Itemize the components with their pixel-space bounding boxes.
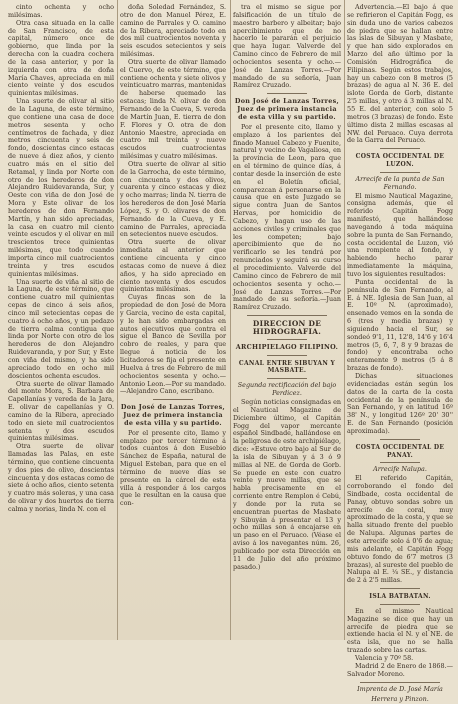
paragraph: Otra suerte de olivar llamadas las Palas, en este término, que contiene cincuenta y dos pies de olivo, doscientas cincuenta y dos estacas como de siete á ocho años, ciento setenta y cuatro más soleras, y una casa de olivar y dos huertos de tierra calma y norias, linda N. con el — [8, 442, 115, 513]
separator-line — [247, 315, 327, 316]
section-subheading: COSTA OCCIDENTAL DE LUZON. — [355, 153, 445, 169]
column-rule — [230, 0, 231, 640]
paragraph: Según noticias consignadas en el Nautical Magazine de Diciembre último, el Capitán Fogg del vapor mercante español Sindbade, hallándose en la peligrosa de este archipiélago, dice: «Estuve otro bajo al Sur de la isla de Sibuyan y á 3 ó 9 millas al NE. de Gorda de Gorb. Se puede en este con cuatro veinte y nueve millas, que se habla precisamente en el corriente entre Remplon é Cebú, y donde por la ruta se encuentran puertas de Masbate y Sibuyán á presentar el 13 y ocho millas son á encajarse en un paso en el Peruaco. (Véase el aviso á los navegantes núm. 26, publicado por esta Dirección en 11 de Julio del año próximo pasado.) — [233, 397, 341, 571]
column-rule — [344, 0, 345, 640]
column-2 — [120, 4, 226, 636]
separator-line — [267, 339, 307, 340]
column-4 — [347, 3, 453, 704]
section-subheading: CANAL ENTRE SIBUYAN Y MASBATE. — [238, 359, 336, 375]
section-subheading: ISLA BATBATAN. — [369, 593, 431, 601]
printer-imprint: Herrera y Pinzon. — [371, 695, 429, 704]
paragraph: Otra suerte de olivar llamado del monte Mora, S. Barbara de Capellanías y vereda de la Jara, E. olivar de capellanías y O. camino de la Ribera, apreciado todo en siete mil cuatrocientos setenta y dos escudos quinientas milésimas. — [8, 379, 114, 443]
paragraph: Por el presente cito, llamo y emplazo por tercer término á todos cuantos á don Eusebio Sánchez de España, natural de Miguel Esteban, para que en el término de nueve días se presente en la cárcel de esta villa á responder á los cargos que le resultan en la causa que con- — [120, 428, 226, 508]
printer-imprint: Imprenta de D. José María — [357, 684, 443, 693]
notice-heading: Don José de Lanzas Torres, Juez de primera instancia de esta villa y su partido. — [120, 403, 226, 427]
column-rule — [117, 0, 118, 640]
separator-line — [380, 172, 420, 173]
paragraph: El referido Capitán, corroborando el fondo del Sindbade, costa occidental de Panay, obtuvo sondas sobre un arrecife de coral, muy aproximado de la costa, y que se halla situado frente del pueblo de Nalupa. Algunas partes de este arrecife solo á 0'6 de agua; mis adelante, el Capitán Fogg obtuvo fondo de 6'7 metros (3 brazas), al sureste del pueblo de Nalupa al E. ¼ SE., y distancia de 2 á 2'5 millas. — [347, 474, 453, 585]
separator-line — [360, 682, 440, 683]
paragraph: Punta occidental de la península de San Fernando, al E. á NE. Iglesia de San Juan, al E. 10º N. (aproximado), ensenado vemos en la sonda de 6 (tres y media brazas) y siguiendo hacia el Sur, se sondeó 9'1, 11, 12'8, 14'6 y 16'4 metros (5, 6, 7, 8 y 9 brazas de fondo) y encontraba ocho enteramente 9 metros (5 á 8 brazas de fondo). — [347, 277, 453, 373]
column-3 — [233, 4, 341, 636]
paragraph: Una suerte de olivar al sitio de la Laguna, de este término, que contiene una casa de doce metros sesenta y ocho centímetros de fachada, y diez metros cincuenta y seis de fondo, doscientas cinco estacas de nueve á diez años, y ciento cuatro más en el sitio del Retamal, y linda por Norte con otro de los herederos de don Alejandro Ruidevaranda, Sur, y Oeste con viña de don José de Mora y Este olivar de los herederos de don Fernando Martín, y han sido apreciadas, la casa en cuatro mil ciento veinte escudos y el olivar en mil trescientos trece quinientas milésimas, que todo cuando importa cinco mil cuatrocientos treinta y tres escudos quinientas milésimas. — [8, 97, 114, 278]
paragraph: Valencia y 70º 58. — [355, 653, 414, 662]
separator-line — [380, 588, 420, 589]
separator-line — [267, 355, 307, 356]
separator-line — [380, 148, 420, 149]
paragraph: Otra suerte de olivar inmediata al anterior que contiene cincuenta y cinco estacas como de nueve á diez años, y ha sido apreciado en ciento noventa y dos escudos quinientas milésimas. — [120, 238, 226, 294]
paragraph: tra el mismo se sigue por falsificación de un título de maestro barbero y albeitar; bajo apercibimiento que de no hacerlo le pararán el perjuicio que haya lugar. Valverde del Camino cinco de Febrero de mil ochocientos sesenta y ocho.—José de Lanzas Torres.—Por mandado de su señoría, Juan Ramírez Cruzado. — [233, 3, 341, 90]
section-subheading: COSTA OCCIDENTAL DE PANAY. — [355, 443, 445, 459]
separator-line — [153, 399, 193, 400]
paragraph: Otra suerte de olivar llamado el Cuervo, de este término, que contiene ochenta y siete olivos y veinticuatro marras, mantenidas de haberse quemado las estacas; linda N. olivar de don Fernando de la Cueva, S. vereda de Martín Juan, E. tierra de don F. Flores y O. otra de don Antonio Maestre, apreciada en cuatro mil treinta y nueve escudos cuatrocientas milésimas y cuatro milésimas. — [120, 57, 226, 161]
section-subtitle: Arrecife Nalupa. — [373, 465, 427, 474]
paragraph: doña Soledad Fernández, S. otro de don Manuel Pérez, E. camino de Parrales y O. camino de la Ribera, apreciado todo en dos mil cuatrocientos noventa y seis escudos setecientos y seis milésimas. — [120, 3, 226, 59]
paragraph: Dichas situaciones evidenciadas están según los datos de la carta de la costa occidental de la península de San Fernando, y en latitud 16º 38' N., y longitud 126º 20' 30'' E. de San Fernando (posición aproximada). — [347, 371, 453, 435]
section-subtitle: Arrecife de la punta de San Fernando. — [355, 174, 445, 191]
section-subtitle: Segunda rectificación del bajo Perdicez. — [237, 381, 337, 398]
paragraph: Advertencia.—El bajo á que se refirieron el Capitán Fogg, es sin duda uno de varios cabezos de piedra que se hallan entre las islas de Sibuyan y Masbate, y que han sido explorados en Marzo del año último por la Comisión Hidrográfica de Filipinas. Según estos trabajos, hay un cabezo con 8 metros (5 brazas) de agua al N. 36 E. del islote Gorda de Gorb, distante 2'5 millas, y otro á 3 millas al N. 55 E. del anterior, con solo 5 metros (3 brazas) de fondo. Este último dista 2 millas escasas al NW. del Peruaco. Cuya derrota de la Garra del Peruaco. — [347, 3, 453, 145]
paragraph: cinto ochenta y ocho milésimas. — [8, 3, 114, 19]
column-1 — [8, 4, 114, 636]
paragraph: Otra casa situada en la calle de San Francisco, de esta capital, número once de gobierno, que linda por la derecha con la cuadra cochera de la casa anterior, y por la izquierda con otra de doña María Chaves, apreciada en mil ciento veinte y dos escudos quinientas milésimas. — [8, 18, 114, 98]
separator-line — [267, 93, 307, 94]
paragraph: Una suerte de viña al sitio de la Laguna, de este término, que contiene cuatro mil quinientas cepas de cinco á seis años, cinco mil setecientas cepas de cuatro á ocho años, y un pedazo de tierra calma contigua que linda por Norte con otro de los herederos de don Alejandro Ruidevaranda, y por Sur, y Este con viña del mismo, y ha sido apreciado todo en ocho mil doscientos ochenta escudos. — [8, 277, 114, 380]
section-subheading: ARCHIPIELAGO FILIPINO. — [235, 342, 339, 351]
separator-line — [380, 604, 420, 605]
separator-line — [380, 439, 420, 440]
paragraph: Por el presente cito, llamo y emplazo á los parientes del finado Manuel Cabezo y Fuenite, natural y vecino de Vagaliosa, en la provincia de Leon, para que en el término de quince días, á contar desde la inserción de este en el Boletín oficial, comparezcan á personarse en la causa que en este Juzgado se sigue contra Juan de Santos Hervas, por homicidio de Cabezo, y hagan uso de las acciones civiles y criminales que les competen; bajo apercibimiento que de no verificarlo se les tendrá por renunciados y seguirá su curso el procedimiento. Valverde del Camino cinco de Febrero de mil ochocientos sesenta y ocho.—José de Lanzas Torres.—Por mandado de su señoría.—Juan Ramírez Cruzado. — [233, 122, 341, 312]
paragraph: En el mismo Nautical Magazine se dice que hay un arrecife de piedra que se extiende hacia el N. y el NE. de esta isla, que no se halla trazado sobre las cartas. — [347, 606, 453, 655]
paragraph: Otra suerte de olivar al sitio de la Garrocha, de este término, con cincuenta y dos olivos, cuarenta y cinco estacas y diez y ocho marras; linda N. tierra de los herederos de don José María López, S. y O. olivares de don Fernando de la Cueva, y E. camino de Parrales, apreciada en setecientos nueve escudos. — [120, 159, 226, 239]
notice-heading: Don José de Lanzas Torres, Juez de primera instancia de esta villa y su partido. — [234, 97, 340, 121]
paragraph: Madrid 2 de Enero de 1868.—Salvador Moreno. — [347, 661, 453, 678]
paragraph: El mismo Nautical Magazine, consigna además, que el referido Capitán Fogg manifestó, que hallándose navegando á toda máquina sobre la punta de San Fernando, costa occidental de Luzon, vió una rompiente al fondo, y habiendo hecho parar inmediatamente la máquina, tuvo los siguientes resultados: — [347, 191, 453, 278]
separator-line — [267, 378, 307, 379]
paragraph: Cuyas fincas son de la propiedad de don José de Mora y Garcia, vecino de esta capital, y le han sido embargadas en autos ejecutivos que contra el sigue el Banco de Sevilla por cobro de reales, y para que llegue á noticia de los licitadores se fija el presente en Huelva á tres de Febrero de mil ochocientos sesenta y ocho.—Antonio Leon.—Por su mandado.—Alejandro Cano, escribano. — [120, 293, 226, 396]
separator-line — [380, 462, 420, 463]
section-heading: DIRECCION DE HIDROGRAFIA. — [252, 319, 322, 336]
